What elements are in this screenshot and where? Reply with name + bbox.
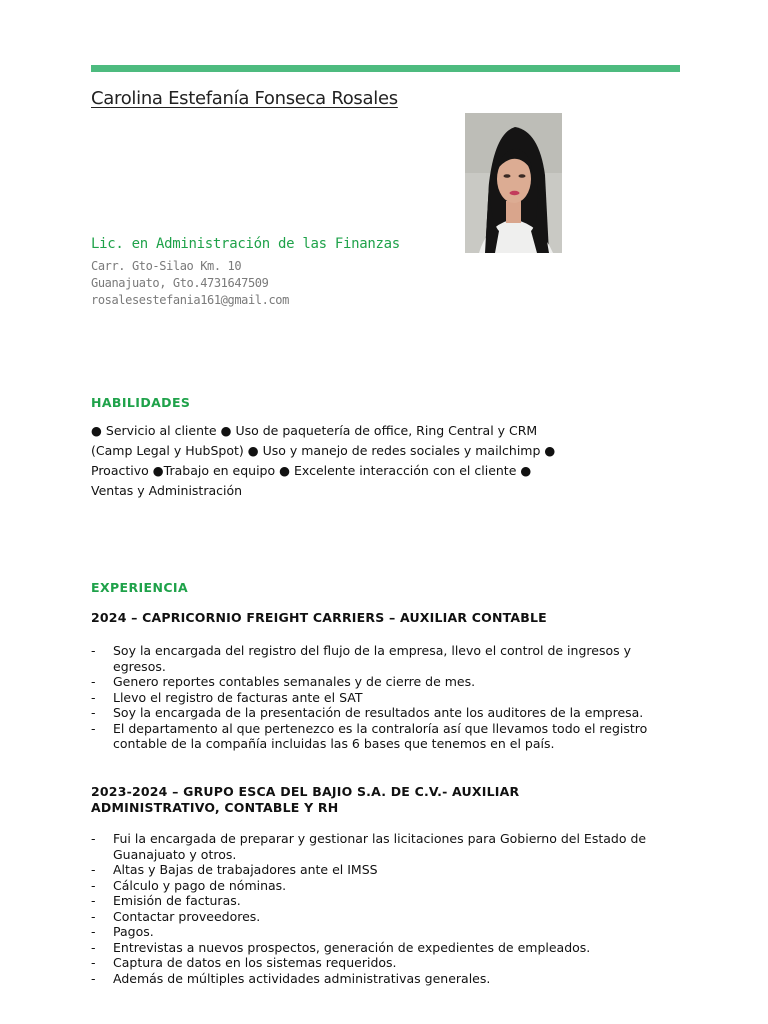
job-2-responsibilities [91,831,681,986]
list-item-text: Pagos. [113,924,154,939]
contact-email: rosalesestefania161@gmail.com [91,293,289,307]
list-item [91,909,681,925]
candidate-name: Carolina Estefanía Fonseca Rosales [91,88,398,109]
list-item-text: Fui la encargada de preparar y gestionar las licitaciones para Gobierno del Estado de Guanajuato y otros. [113,831,647,862]
job-2-title [91,784,519,816]
job-title-line: 2024 – CAPRICORNIO FREIGHT CARRIERS – AUXILIAR CONTABLE [91,610,547,625]
dash-bullet: - [91,877,96,893]
list-item [91,721,681,752]
contact-city-phone: Guanajuato, Gto.4731647509 [91,276,269,290]
dash-bullet: - [91,674,96,689]
list-item [91,924,681,940]
skills-line: Ventas y Administración [91,483,243,498]
dash-bullet: - [91,970,96,986]
dash-bullet: - [91,924,96,939]
header-accent-bar [91,65,680,72]
contact-info [91,258,289,309]
contact-address: Carr. Gto-Silao Km. 10 [91,259,242,273]
list-item-text: Soy la encargada de la presentación de resultados ante los auditores de la empresa. [113,705,644,720]
job-title-line: 2023-2024 – GRUPO ESCA DEL BAJIO S.A. DE C.V.- AUXILIAR [91,784,520,799]
job-title-line: ADMINISTRATIVO, CONTABLE Y RH [91,800,339,815]
dash-bullet: - [91,643,96,658]
list-item-text: Contactar proveedores. [113,908,261,924]
skills-text [91,421,561,501]
dash-bullet: - [91,939,96,955]
list-item [91,674,681,690]
dash-bullet: - [91,908,96,924]
list-item-text: Además de múltiples actividades administrativas generales. [113,970,491,986]
experience-heading: EXPERIENCIA [91,580,189,595]
skills-line: ● Servicio al cliente ● Uso de paquetería de office, Ring Central y CRM [91,423,538,438]
dash-bullet: - [91,705,96,720]
list-item [91,643,681,674]
skills-heading: HABILIDADES [91,395,191,410]
dash-bullet: - [91,689,96,705]
list-item-text: Llevo el registro de facturas ante el SAT [113,689,363,705]
list-item [91,893,681,909]
list-item [91,971,681,987]
list-item [91,690,681,706]
list-item-text: Genero reportes contables semanales y de cierre de mes. [113,674,476,689]
list-item-text: El departamento al que pertenezco es la contraloría así que llevamos todo el registro contable de la compañía incluidas las 6 bases que tenemos en el país. [113,720,648,751]
list-item [91,878,681,894]
list-item-text: Emisión de facturas. [113,893,241,908]
dash-bullet: - [91,893,96,908]
list-item [91,831,681,862]
list-item-text: Soy la encargada del registro del flujo de la empresa, llevo el control de ingresos y egresos. [113,643,631,674]
job-1-title [91,610,547,626]
dash-bullet: - [91,955,96,970]
degree-title: Lic. en Administración de las Finanzas [91,236,400,252]
skills-line: Proactivo ●Trabajo en equipo ● Excelente interacción con el cliente ● [91,463,532,478]
list-item [91,862,681,878]
list-item-text: Entrevistas a nuevos prospectos, generación de expedientes de empleados. [113,939,591,955]
list-item [91,940,681,956]
dash-bullet: - [91,862,96,877]
dash-bullet: - [91,720,96,736]
list-item-text: Captura de datos en los sistemas requeridos. [113,955,397,970]
profile-photo [465,113,562,253]
dash-bullet: - [91,831,96,846]
skills-line: (Camp Legal y HubSpot) ● Uso y manejo de redes sociales y mailchimp ● [91,443,556,458]
list-item-text: Altas y Bajas de trabajadores ante el IMSS [113,862,378,877]
list-item [91,705,681,721]
list-item-text: Cálculo y pago de nóminas. [113,877,287,893]
job-1-responsibilities [91,643,681,752]
list-item [91,955,681,971]
